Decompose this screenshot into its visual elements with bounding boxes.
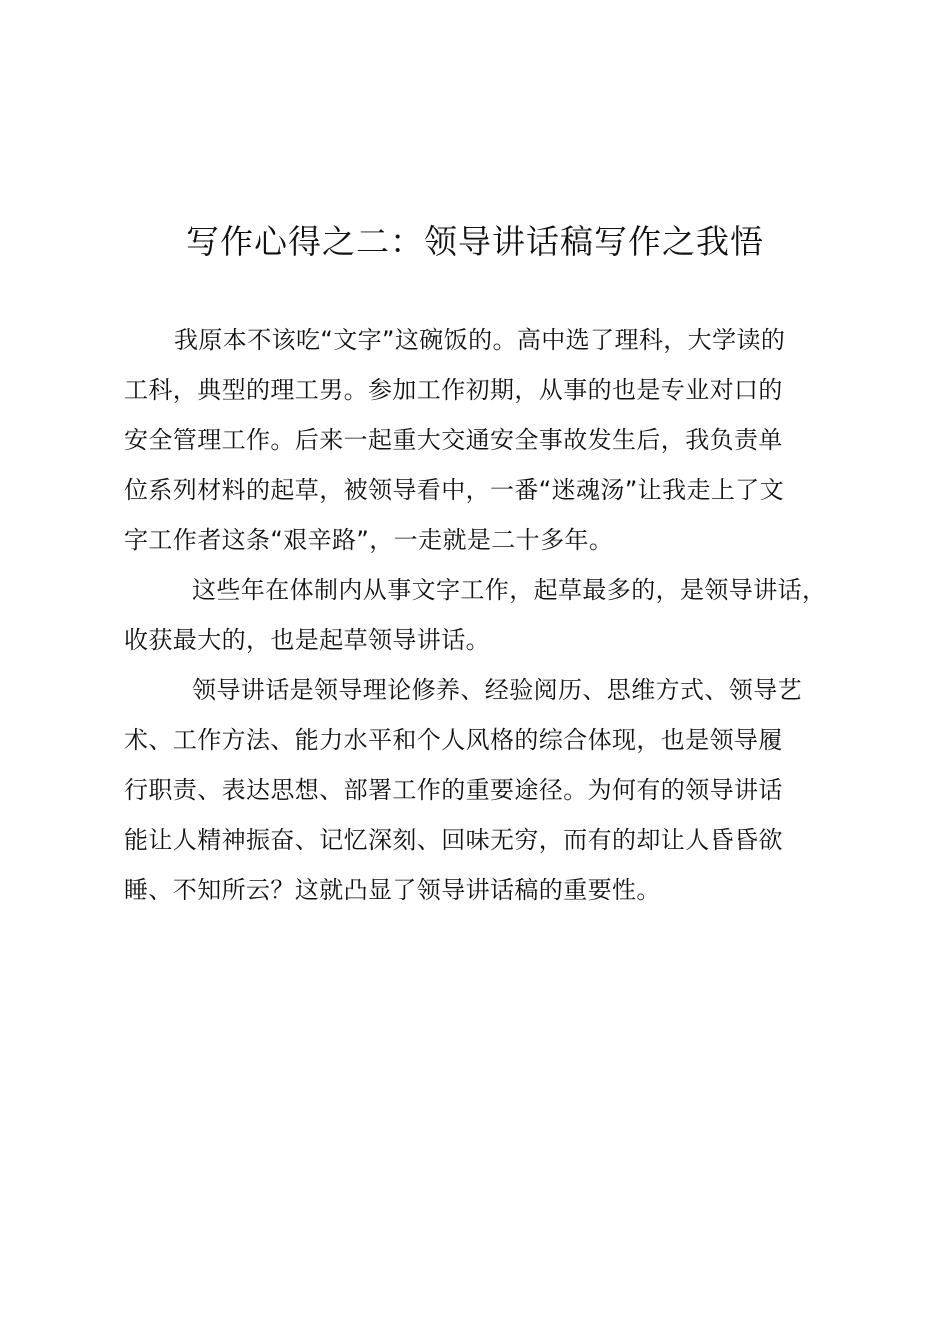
paragraph-line: 能让人精神振奋、记忆深刻、回味无穷，而有的却让人昏昏欲 [124,826,783,854]
paragraph-line: 位系列材料的起草，被领导看中，一番“迷魂汤”让我走上了文 [124,476,785,504]
paragraph-line: 睡、不知所云？这就凸显了领导讲话稿的重要性。 [124,876,661,904]
paragraph-line: 术、工作方法、能力水平和个人风格的综合体现，也是领导履 [124,726,783,754]
paragraph-line: 字工作者这条“艰辛路”，一走就是二十多年。 [124,526,614,554]
paragraph-line: 这些年在体制内从事文字工作，起草最多的，是领导讲话， [192,576,827,604]
paragraph-line: 工科，典型的理工男。参加工作初期，从事的也是专业对口的 [124,376,783,404]
document-title: 写作心得之二：领导讲话稿写作之我悟 [186,222,764,261]
paragraph-line: 收获最大的，也是起草领导讲话。 [124,626,490,654]
paragraph-line: 领导讲话是领导理论修养、经验阅历、思维方式、领导艺 [192,676,802,704]
paragraph-line: 我原本不该吃“文字”这碗饭的。高中选了理科，大学读的 [174,326,786,354]
paragraph-line: 行职责、表达思想、部署工作的重要途径。为何有的领导讲话 [124,776,783,804]
paragraph-line: 安全管理工作。后来一起重大交通安全事故发生后，我负责单 [124,426,783,454]
